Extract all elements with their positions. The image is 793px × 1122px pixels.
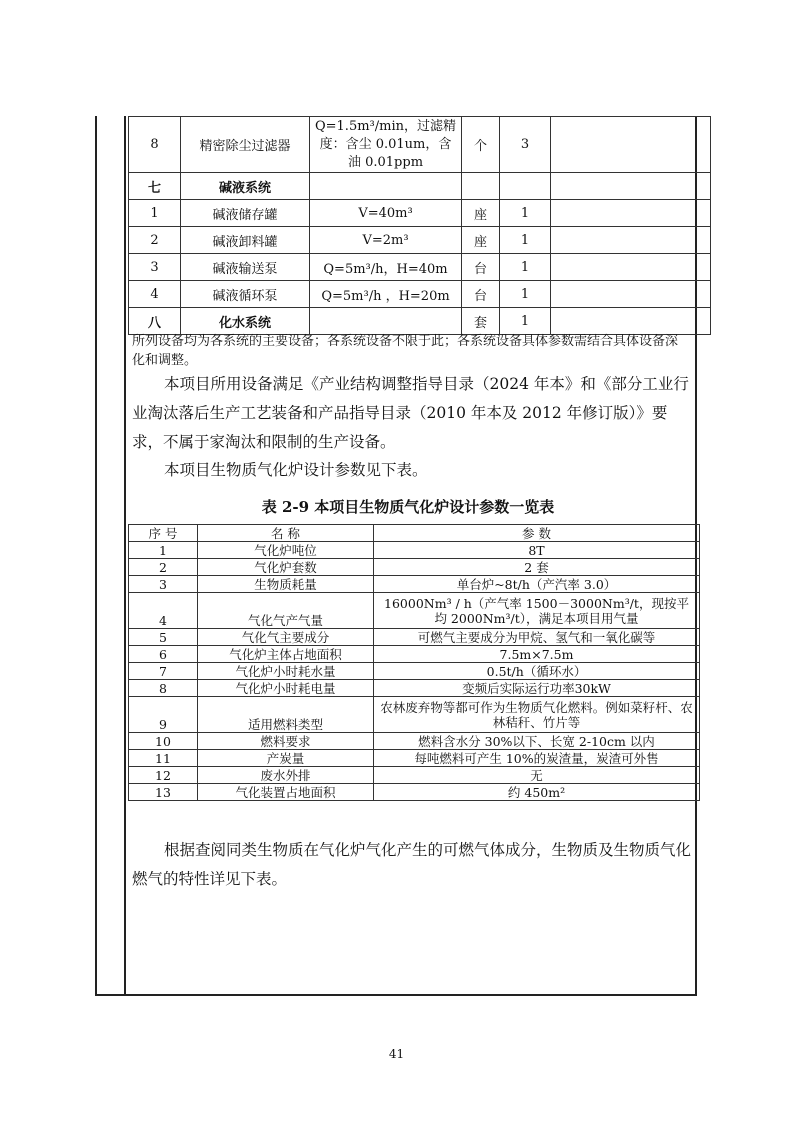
- equipment-cell-unit: 套: [462, 308, 500, 335]
- params-row: [129, 559, 700, 576]
- equipment-cell-name: 精密除尘过滤器: [181, 117, 310, 173]
- params-cell-no: 8: [129, 680, 198, 697]
- params-cell-no: 12: [129, 767, 198, 784]
- equipment-cell-name: 化水系统: [181, 308, 310, 335]
- params-header-cell: 序 号: [129, 525, 198, 542]
- params-cell-no: 3: [129, 576, 198, 593]
- params-row: [129, 784, 700, 801]
- params-cell-value: 16000Nm³ / h（产气率 1500－3000Nm³/t，现按平均 2000Nm³/t），满足本项目用气量: [374, 593, 700, 629]
- equipment-cell-unit: [462, 173, 500, 200]
- paragraph-gas-composition: [132, 836, 692, 894]
- page-number: 41: [388, 1047, 405, 1061]
- params-cell-name: 气化气产气量: [198, 593, 374, 629]
- equipment-row: [129, 254, 711, 281]
- params-cell-no: 11: [129, 750, 198, 767]
- equipment-cell-spec: [310, 308, 462, 335]
- equipment-cell-unit: 座: [462, 200, 500, 227]
- equipment-table-body: [129, 117, 711, 335]
- equipment-cell-qty: [500, 173, 551, 200]
- equipment-cell-no: 七: [129, 173, 181, 200]
- params-cell-no: 4: [129, 593, 198, 629]
- params-cell-name: 气化炉小时耗水量: [198, 663, 374, 680]
- params-header-cell: 参 数: [374, 525, 700, 542]
- equipment-cell-no: 1: [129, 200, 181, 227]
- paragraph-3-text: 根据查阅同类生物质在气化炉气化产生的可燃气体成分，生物质及生物质气化燃气的特性详见下表。: [132, 841, 692, 888]
- params-row: [129, 663, 700, 680]
- equipment-cell-name: 碱液循环泵: [181, 281, 310, 308]
- equipment-table: [128, 116, 711, 335]
- params-cell-no: 6: [129, 646, 198, 663]
- equipment-cell-note: [551, 227, 711, 254]
- equipment-cell-spec: Q=5m³/h，H=40m: [310, 254, 462, 281]
- params-row: [129, 629, 700, 646]
- equipment-cell-no: 2: [129, 227, 181, 254]
- equipment-cell-unit: 台: [462, 281, 500, 308]
- params-row: [129, 750, 700, 767]
- gasifier-params-table: [128, 524, 700, 801]
- params-row: [129, 697, 700, 733]
- equipment-row: [129, 281, 711, 308]
- equipment-cell-note: [551, 281, 711, 308]
- params-cell-name: 燃料要求: [198, 733, 374, 750]
- params-table-body: [129, 525, 700, 801]
- equipment-row: [129, 227, 711, 254]
- equipment-cell-note: [551, 308, 711, 335]
- params-cell-value: 变频后实际运行功率30kW: [374, 680, 700, 697]
- equipment-cell-spec: [310, 173, 462, 200]
- params-cell-value: 0.5t/h（循环水）: [374, 663, 700, 680]
- params-cell-value: 8T: [374, 542, 700, 559]
- equipment-cell-name: 碱液储存罐: [181, 200, 310, 227]
- equipment-cell-name: 碱液卸料罐: [181, 227, 310, 254]
- params-cell-value: 7.5m×7.5m: [374, 646, 700, 663]
- params-cell-value: 农林废弃物等都可作为生物质气化燃料。例如菜籽杆、农林秸秆、竹片等: [374, 697, 700, 733]
- params-cell-name: 气化炉吨位: [198, 542, 374, 559]
- equipment-cell-qty: 1: [500, 200, 551, 227]
- equipment-cell-spec: Q=1.5m³/min，过滤精度：含尘 0.01um，含油 0.01ppm: [310, 117, 462, 173]
- params-row: [129, 767, 700, 784]
- params-cell-value: 无: [374, 767, 700, 784]
- params-cell-name: 产炭量: [198, 750, 374, 767]
- params-cell-value: 燃料含水分 30%以下、长宽 2-10cm 以内: [374, 733, 700, 750]
- equipment-cell-qty: 1: [500, 281, 551, 308]
- params-cell-name: 适用燃料类型: [198, 697, 374, 733]
- params-cell-value: 每吨燃料可产生 10%的炭渣量，炭渣可外售: [374, 750, 700, 767]
- equipment-cell-qty: 1: [500, 308, 551, 335]
- equipment-row: [129, 173, 711, 200]
- params-cell-no: 9: [129, 697, 198, 733]
- params-cell-name: 气化炉主体占地面积: [198, 646, 374, 663]
- paragraph-gasifier-intro: [132, 456, 692, 485]
- equipment-cell-unit: 座: [462, 227, 500, 254]
- equipment-row: [129, 308, 711, 335]
- params-row: [129, 646, 700, 663]
- params-row: [129, 680, 700, 697]
- params-row: [129, 542, 700, 559]
- params-cell-no: 13: [129, 784, 198, 801]
- params-cell-value: 单台炉~8t/h（产汽率 3.0）: [374, 576, 700, 593]
- equipment-cell-no: 3: [129, 254, 181, 281]
- paragraph-2-text: 本项目生物质气化炉设计参数见下表。: [164, 461, 428, 479]
- paragraph-1-text: 本项目所用设备满足《产业结构调整指导目录（2024 年本》和《部分工业行业淘汰落后生产工艺装备和产品指导目录（2010 年本及 2012 年修订版）》要求，不属于家淘汰和限制的生产设备。: [132, 375, 689, 451]
- equipment-cell-note: [551, 173, 711, 200]
- equipment-cell-qty: 3: [500, 117, 551, 173]
- params-cell-name: 废水外排: [198, 767, 374, 784]
- equipment-cell-note: [551, 200, 711, 227]
- equipment-cell-qty: 1: [500, 227, 551, 254]
- equipment-cell-name: 碱液系统: [181, 173, 310, 200]
- params-cell-name: 气化炉套数: [198, 559, 374, 576]
- equipment-row: [129, 200, 711, 227]
- equipment-cell-spec: V=40m³: [310, 200, 462, 227]
- equipment-cell-unit: 个: [462, 117, 500, 173]
- table-caption: 表 2-9 本项目生物质气化炉设计参数一览表: [261, 498, 555, 516]
- params-cell-value: 2 套: [374, 559, 700, 576]
- params-cell-no: 10: [129, 733, 198, 750]
- table-note: 所列设备均为各系统的主要设备；各系统设备不限于此；各系统设备具体参数需结合具体设备深化和调整。: [132, 334, 679, 368]
- params-cell-name: 生物质耗量: [198, 576, 374, 593]
- equipment-cell-note: [551, 254, 711, 281]
- params-cell-no: 5: [129, 629, 198, 646]
- params-cell-name: 气化气主要成分: [198, 629, 374, 646]
- equipment-cell-spec: Q=5m³/h ，H=20m: [310, 281, 462, 308]
- paragraph-equipment-compliance: [132, 370, 692, 457]
- frame-divider: [124, 116, 126, 996]
- params-header-cell: 名 称: [198, 525, 374, 542]
- equipment-cell-no: 八: [129, 308, 181, 335]
- params-row: [129, 593, 700, 629]
- params-cell-no: 1: [129, 542, 198, 559]
- params-cell-name: 气化炉小时耗电量: [198, 680, 374, 697]
- params-cell-no: 2: [129, 559, 198, 576]
- params-cell-name: 气化装置占地面积: [198, 784, 374, 801]
- equipment-cell-name: 碱液输送泵: [181, 254, 310, 281]
- params-row: [129, 576, 700, 593]
- params-cell-no: 7: [129, 663, 198, 680]
- equipment-cell-qty: 1: [500, 254, 551, 281]
- params-cell-value: 约 450m²: [374, 784, 700, 801]
- equipment-cell-spec: V=2m³: [310, 227, 462, 254]
- equipment-row: [129, 117, 711, 173]
- equipment-cell-unit: 台: [462, 254, 500, 281]
- params-header-row: [129, 525, 700, 542]
- params-row: [129, 733, 700, 750]
- params-cell-value: 可燃气主要成分为甲烷、氢气和一氧化碳等: [374, 629, 700, 646]
- equipment-cell-no: 4: [129, 281, 181, 308]
- equipment-cell-note: [551, 117, 711, 173]
- equipment-cell-no: 8: [129, 117, 181, 173]
